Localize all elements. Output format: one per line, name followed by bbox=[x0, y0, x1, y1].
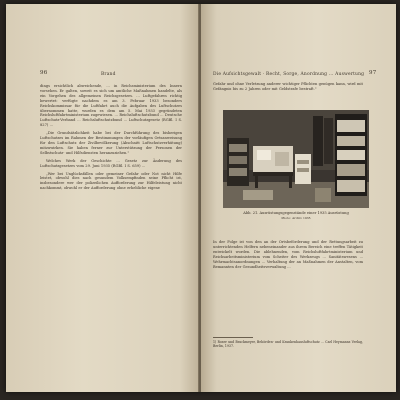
equipment-photo bbox=[223, 110, 369, 208]
left-quote-1: „Die Grundsätzlichkeit habe bei der Durchführung des bisherigen Luftschutzes im Rahmen der Bestimmungen der vorläufigen Ortsanweisung für den Luftschutz der Zivilbevölkerung (Abschnitt Luftschutzverhütung) mitzuwirken. Sie haben ferner zur Unterstützung der Personen der Selbstschutz- und Hilfsdiensten heranzuziehen." bbox=[40, 131, 182, 155]
left-body-paragraph-2: Welches Werk der Geschichte ... Gesetz zur Änderung des Luftschutzgesetzes vom 29. Juni 1935 (RGBl. I S. 659) ... bbox=[40, 158, 182, 168]
equipment-photo-graphic bbox=[223, 110, 369, 208]
left-running-head: Brand bbox=[101, 72, 116, 77]
right-body-top: Gefahr und ohne Verletzung anderer wichtiger Pflichten genügen kann, wird mit Gefängnis bis zu 2 Jahren oder mit Geldstrafe bestraft." bbox=[213, 82, 363, 91]
right-body-bottom: In der Folge ist von den an der Ortsbeförderung und der Rettungsarbeit zu unterrichtenden Helfern nebeneinander aus ihrem Bereich eine treffen Tätigkeit entwickelt worden. Die ablehnenden, vom Reichsluftfahrtministerium und Reichsarbeitsministerium vom Scheiter des Werkzeugs ... Sanitätswesens ... Wehrmachtsanordnungen ... Verhaltung der an Maßnahmen der Anstalten, vom Bemannten der Gesundheitsverwaltung ... bbox=[213, 240, 363, 269]
right-footnote: 1) Roser und Brackmeyer, Behörden- und Krankenhausluftschutz ... Carl Heymanns Verlag, Berlin, 1937. bbox=[213, 340, 363, 349]
left-page-number: 96 bbox=[40, 70, 48, 76]
figure-caption bbox=[223, 211, 369, 220]
left-body-paragraph: dings ersichtlich abweichende, ... in Reichsministerium des Innern vorsehen. Er galten, soweit es sich um amtliche Maßnahmen handelte, als ein Vorgehen des allgemeinen Reichsgesetzes. ... Luftgefahren richtig bewertet: verfügte nachdem es am 3. Februar 1933 besonders Reichskommissar für die Luftfahrt auch die Aufgaben des Luftschutzes übernommen hatte, wurden es dem am 5. Mai 1933 gegründeten Reichsluftfahrtministerium zugewiesen. ... Reichsluftschutzbund ... Deutsche Luftschutz-Verband ... Reichsluftschutzbund ... Luftschutzgesetz (RGBl. I S. 827) ... bbox=[40, 84, 182, 128]
book-spread bbox=[6, 4, 396, 392]
right-page bbox=[201, 4, 396, 392]
right-running-head: Die Aufsichtsgewalt · Recht, Sorge, Anordnung ... Auswertung bbox=[213, 72, 365, 77]
right-page-number: 97 bbox=[369, 70, 377, 76]
left-quote-2: „Wer bei Unglücksfällen oder gemeiner Gefahr oder Not nicht Hilfe leistet, obwohl dies nach gesundem Volksempfinden seine Pflicht ist, insbesondere wer der polizeilichen Aufforderung zur Hilfeleistung nicht nachkommt, obwohl er der Aufforderung ohne erhebliche eigene bbox=[40, 171, 182, 191]
left-body-text bbox=[40, 84, 182, 191]
left-page bbox=[6, 4, 199, 392]
figure-caption-credit: Photo: Archiv 1935 bbox=[281, 215, 311, 220]
footnote-rule bbox=[213, 337, 253, 338]
figure-caption-title: Abb. 21. Ausrüstungsgegenstände einer 1935 Ausrüstung bbox=[243, 211, 349, 215]
